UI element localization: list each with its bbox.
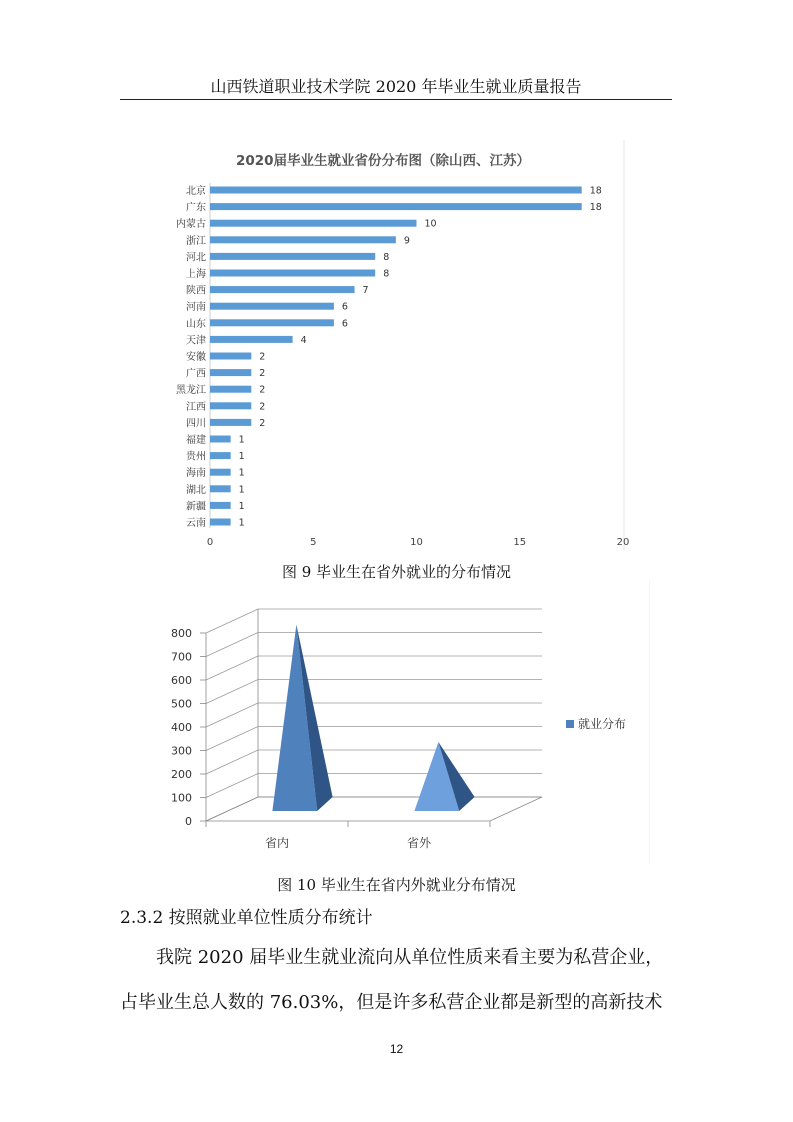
x-tick-label: 5 (310, 537, 317, 548)
data-label: 8 (383, 268, 390, 280)
category-label: 广东 (186, 202, 206, 214)
data-label: 8 (383, 251, 390, 263)
data-label: 10 (424, 218, 437, 230)
data-label: 1 (238, 434, 245, 446)
data-label: 2 (259, 401, 266, 413)
y-tick-label: 400 (171, 721, 192, 734)
gridline (206, 727, 542, 751)
category-label: 省内 (264, 836, 290, 850)
bar (210, 452, 231, 459)
category-label: 山东 (186, 318, 206, 330)
data-label: 1 (238, 517, 245, 529)
gridline (206, 797, 542, 821)
gridline (206, 609, 542, 633)
category-label: 四川 (186, 418, 206, 430)
data-label: 6 (341, 301, 348, 313)
x-tick-label: 0 (206, 537, 214, 548)
data-label: 7 (362, 285, 369, 297)
category-label: 广西 (186, 368, 206, 380)
category-label: 云南 (186, 518, 206, 529)
bar (210, 236, 396, 243)
data-label: 2 (259, 351, 266, 363)
figure10-caption: 图 10 毕业生在省内外就业分布情况 (277, 876, 516, 894)
page-number: 12 (389, 1042, 404, 1056)
y-tick-label: 100 (171, 791, 192, 805)
header-rule (120, 99, 672, 100)
bar (210, 270, 375, 277)
gridline (206, 633, 542, 657)
data-label: 2 (259, 368, 266, 380)
legend-label: 就业分布 (578, 717, 627, 731)
category-label: 黑龙江 (176, 385, 206, 397)
paragraph-line-2: 占毕业生总人数的 76.03%，但是许多私营企业都是新型的高新技术 (120, 992, 663, 1013)
bar (210, 303, 334, 310)
category-label: 北京 (186, 186, 206, 197)
floor-outline (206, 797, 542, 821)
y-tick-label: 300 (171, 744, 192, 758)
data-label: 2 (259, 384, 266, 396)
category-label: 天津 (186, 335, 206, 347)
bar (210, 469, 231, 476)
category-label: 湖北 (186, 484, 206, 496)
gridline (206, 680, 542, 704)
category-label: 安徽 (186, 352, 206, 363)
x-tick-label: 10 (410, 537, 423, 548)
category-label: 贵州 (186, 451, 206, 463)
data-label: 6 (341, 318, 348, 330)
bar (210, 519, 231, 526)
y-tick-label: 700 (171, 650, 192, 664)
bar (210, 253, 375, 260)
y-tick-label: 200 (171, 768, 192, 781)
data-label: 1 (238, 467, 245, 479)
category-label: 福建 (186, 435, 206, 446)
category-label: 陕西 (186, 285, 206, 297)
province-pyramid-chart (150, 580, 650, 865)
category-label: 河南 (186, 302, 206, 314)
category-label: 江西 (186, 401, 206, 413)
bar (210, 220, 417, 227)
category-label: 新疆 (186, 501, 206, 513)
section-heading: 2.3.2 按照就业单位性质分布统计 (120, 908, 373, 928)
y-tick-label: 500 (171, 697, 192, 711)
data-label: 4 (300, 334, 307, 346)
figure9-caption: 图 9 毕业生在省外就业的分布情况 (281, 563, 512, 581)
bar (210, 203, 582, 210)
category-label: 河北 (186, 252, 206, 264)
category-label: 上海 (186, 269, 206, 280)
bar (210, 369, 251, 376)
bar (210, 353, 251, 360)
y-tick-label: 600 (171, 674, 192, 687)
paragraph-line-1: 我院 2020 届毕业生就业流向从单位性质来看主要为私营企业， (156, 947, 664, 968)
gridline (206, 656, 542, 680)
category-label: 海南 (186, 468, 206, 480)
province-bar-chart (160, 140, 650, 560)
bar (210, 502, 231, 509)
gridline (206, 703, 542, 727)
bar (210, 336, 293, 343)
bar (210, 386, 251, 393)
gridline (206, 750, 542, 774)
bar (210, 286, 355, 293)
bar (210, 419, 251, 426)
gridline (206, 774, 542, 798)
category-label: 省外 (406, 836, 432, 850)
x-tick-label: 20 (616, 537, 630, 548)
y-tick-label: 0 (185, 815, 192, 828)
category-label: 浙江 (186, 235, 206, 247)
data-label: 9 (403, 235, 410, 247)
page-header: 山西铁道职业技术学院 2020 年毕业生就业质量报告 (210, 77, 582, 96)
legend-swatch (566, 720, 574, 728)
data-label: 1 (238, 500, 245, 512)
data-label: 1 (238, 451, 245, 463)
bar (210, 436, 231, 443)
bar (210, 319, 334, 326)
data-label: 1 (238, 484, 245, 496)
data-label: 2 (259, 417, 266, 429)
bar (210, 402, 251, 409)
x-tick-label: 15 (513, 537, 527, 548)
bar (210, 187, 582, 194)
data-label: 18 (589, 202, 602, 214)
y-tick-label: 800 (171, 627, 192, 640)
chart-title: 2020届毕业生就业省份分布图（除山西、江苏） (235, 153, 531, 169)
bar (210, 485, 231, 492)
data-label: 18 (589, 185, 602, 197)
category-label: 内蒙古 (176, 219, 206, 231)
